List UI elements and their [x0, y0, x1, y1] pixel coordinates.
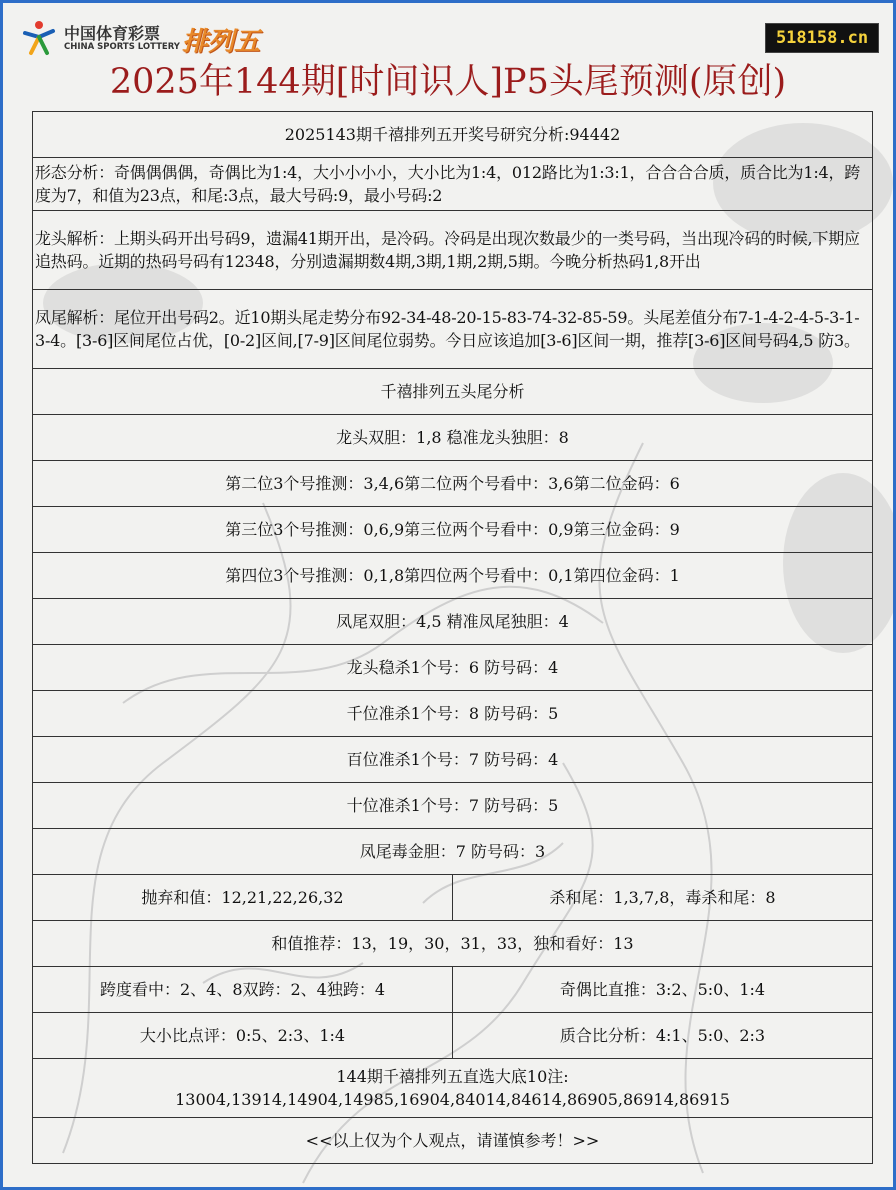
direct-picks-numbers: 13004,13914,14904,14985,16904,84014,84614,86905,86914,86915 — [175, 1090, 730, 1109]
table-row — [33, 158, 873, 211]
header — [3, 3, 893, 111]
table-row — [33, 415, 873, 461]
table-row — [33, 783, 873, 829]
logo-game-name: 排列五 — [182, 27, 261, 57]
direct-picks-heading: 144期千禧排列五直选大底10注: — [336, 1067, 569, 1086]
disclaimer-cell: <<以上仅为个人观点，请谨慎参考！>> — [33, 1118, 873, 1164]
odd-even-cell: 奇偶比直推：3:2、5:0、1:4 — [453, 967, 873, 1013]
tail-poison-cell: 凤尾毒金胆：7 防号码：3 — [33, 829, 873, 875]
table-row — [33, 645, 873, 691]
second-position-cell: 第二位3个号推测：3,4,6第二位两个号看中：3,6第二位金码：6 — [33, 461, 873, 507]
head-kill-cell: 龙头稳杀1个号：6 防号码：4 — [33, 645, 873, 691]
shape-analysis-cell: 形态分析：奇偶偶偶偶，奇偶比为1:4，大小小小小，大小比为1:4，012路比为1:3:1，合合合合质，质合比为1:4，跨度为7，和值为23点，和尾:3点，最大号码:9，最小号码:2 — [33, 158, 873, 211]
section-heading-cell: 千禧排列五头尾分析 — [33, 369, 873, 415]
tail-double-cell: 凤尾双胆：4,5 精准凤尾独胆：4 — [33, 599, 873, 645]
kill-sum-tail-cell: 杀和尾：1,3,7,8，毒杀和尾：8 — [453, 875, 873, 921]
hundreds-kill-cell: 百位准杀1个号：7 防号码：4 — [33, 737, 873, 783]
table-row — [33, 369, 873, 415]
lottery-logo-icon — [19, 19, 59, 59]
head-double-cell: 龙头双胆：1,8 稳准龙头独胆：8 — [33, 415, 873, 461]
table-row — [33, 461, 873, 507]
table-row — [33, 1118, 873, 1164]
table-row — [33, 599, 873, 645]
direct-picks-cell — [33, 1059, 873, 1118]
prime-composite-cell: 质合比分析：4:1、5:0、2:3 — [453, 1013, 873, 1059]
table-row — [33, 112, 873, 158]
tail-analysis-cell: 凤尾解析：尾位开出号码2。近10期头尾走势分布92-34-48-20-15-83-74-32-85-59。头尾差值分布7-1-4-2-4-5-3-1-3-4。[3-6]区间尾位占优，[0-2]区间,[7-9]区间尾位弱势。今日应该追加[3-6]区间一期，推荐[3-6]区间号码4,5 防3。 — [33, 290, 873, 369]
table-row — [33, 829, 873, 875]
discard-sum-cell: 抛弃和值：12,21,22,26,32 — [33, 875, 453, 921]
table-row — [33, 967, 873, 1013]
table-row — [33, 211, 873, 290]
site-badge[interactable]: 518158.cn — [765, 23, 879, 53]
result-analysis-cell: 2025143期千禧排列五开奖号研究分析:94442 — [33, 112, 873, 158]
thousands-kill-cell: 千位准杀1个号：8 防号码：5 — [33, 691, 873, 737]
table-row — [33, 921, 873, 967]
table-row — [33, 507, 873, 553]
table-row — [33, 290, 873, 369]
logo-chinese-text: 中国体育彩票 — [64, 24, 161, 43]
table-row — [33, 875, 873, 921]
china-sports-lottery-logo — [19, 19, 279, 59]
table-row — [33, 737, 873, 783]
big-small-cell: 大小比点评：0:5、2:3、1:4 — [33, 1013, 453, 1059]
sum-recommend-cell: 和值推荐：13，19，30，31，33，独和看好：13 — [33, 921, 873, 967]
logo-english-text: CHINA SPORTS LOTTERY — [64, 42, 180, 52]
third-position-cell: 第三位3个号推测：0,6,9第三位两个号看中：0,9第三位金码：9 — [33, 507, 873, 553]
prediction-table — [32, 111, 873, 1164]
table-row — [33, 1059, 873, 1118]
tens-kill-cell: 十位准杀1个号：7 防号码：5 — [33, 783, 873, 829]
span-cell: 跨度看中：2、4、8双跨：2、4独跨：4 — [33, 967, 453, 1013]
table-row — [33, 553, 873, 599]
table-row — [33, 1013, 873, 1059]
fourth-position-cell: 第四位3个号推测：0,1,8第四位两个号看中：0,1第四位金码：1 — [33, 553, 873, 599]
table-row — [33, 691, 873, 737]
page-title: 2025年144期[时间识人]P5头尾预测(原创) — [109, 62, 787, 102]
head-analysis-cell: 龙头解析：上期头码开出号码9，遗漏41期开出，是冷码。冷码是出现次数最少的一类号码，当出现冷码的时候,下期应追热码。近期的热码号码有12348，分别遗漏期数4期,3期,1期,2期,5期。今晚分析热码1,8开出 — [33, 211, 873, 290]
